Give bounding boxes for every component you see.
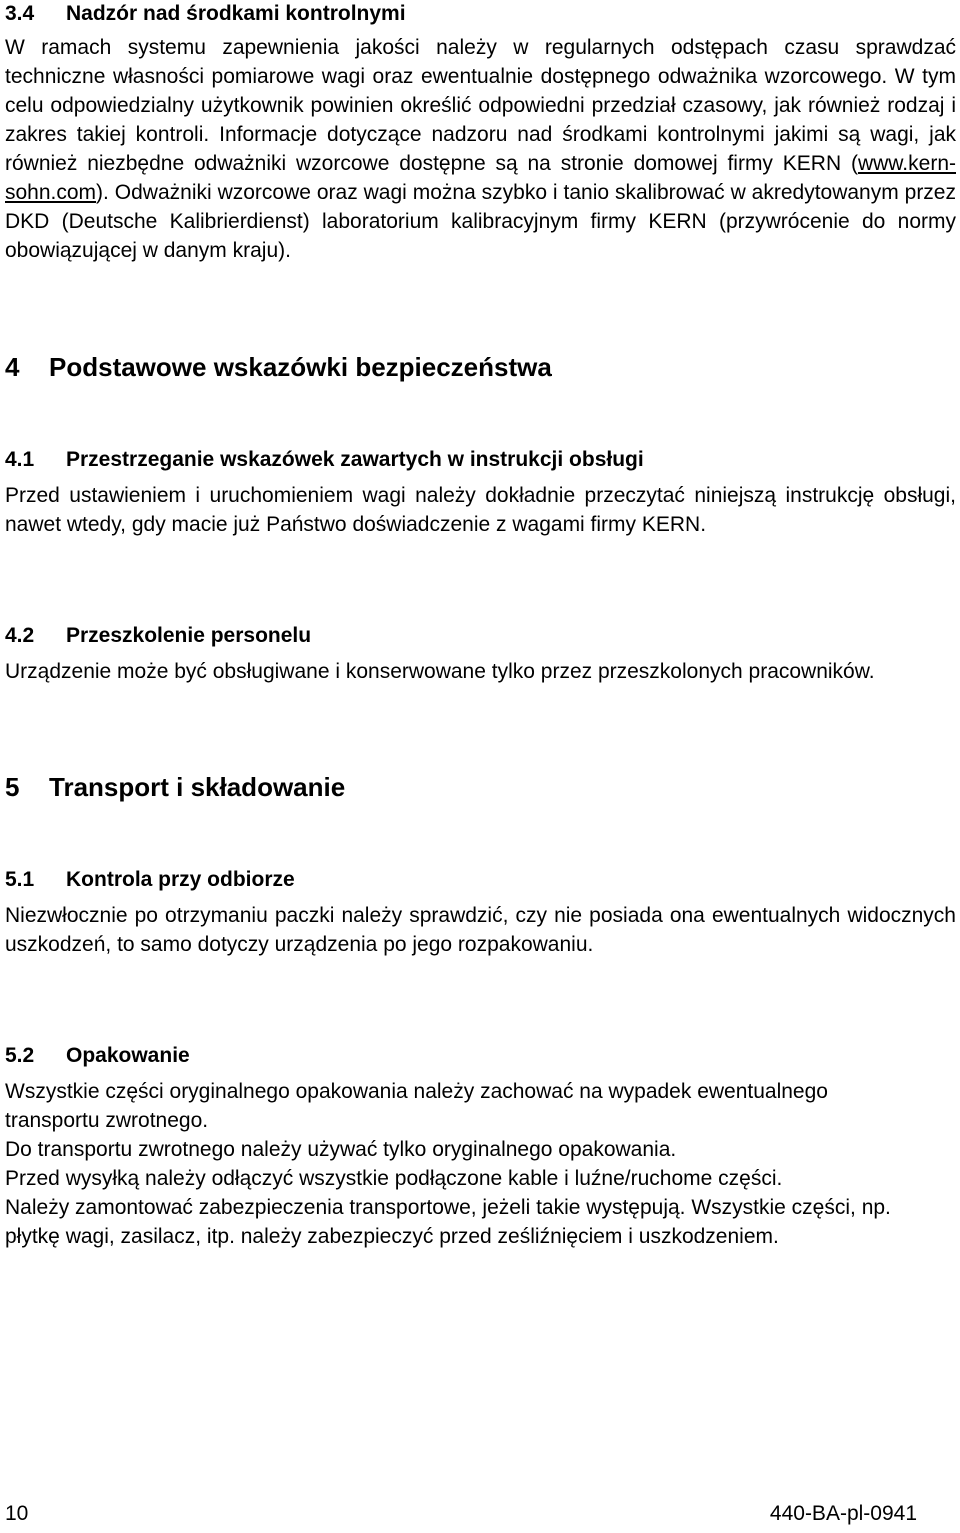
section-title: Przeszkolenie personelu (66, 624, 312, 647)
section-number: 4.2 (5, 624, 35, 647)
chapter-number: 5 (5, 772, 20, 802)
section-number: 3.4 (5, 2, 35, 25)
section-heading-5-1 (5, 866, 295, 894)
page-footer (5, 1500, 917, 1528)
section-number: 4.1 (5, 448, 35, 471)
section-number: 5.2 (5, 1044, 35, 1067)
section-heading-5-2 (5, 1042, 190, 1070)
section-number: 5.1 (5, 868, 35, 891)
page-number: 10 (5, 1502, 29, 1525)
section-3-4-paragraph (5, 33, 956, 265)
chapter-title: Podstawowe wskazówki bezpieczeństwa (49, 352, 552, 382)
section-heading-4-1 (5, 446, 644, 474)
section-title: Nadzór nad środkami kontrolnymi (66, 2, 406, 25)
section-4-1-paragraph: Przed ustawieniem i uruchomieniem wagi należy dokładnie przeczytać niniejszą instrukcję obsługi, nawet wtedy, gdy macie już Państwo doświadczenie z wagami firmy KERN. (5, 484, 956, 536)
section-5-2-body (5, 1077, 956, 1251)
packaging-line: Wszystkie części oryginalnego opakowania należy zachować na wypadek ewentualnego transportu zwrotnego. (5, 1080, 828, 1132)
document-code: 440-BA-pl-0941 (769, 1502, 917, 1525)
section-title: Przestrzeganie wskazówek zawartych w instrukcji obsługi (66, 448, 644, 471)
section-title: Opakowanie (66, 1044, 190, 1067)
chapter-number: 4 (5, 352, 20, 382)
packaging-line: Należy zamontować zabezpieczenia transportowe, jeżeli takie występują. Wszystkie części, np. płytkę wagi, zasilacz, itp. należy zabezpieczyć przed ześliźnięciem i uszkodzeniem. (5, 1196, 891, 1248)
section-4-2-paragraph: Urządzenie może być obsługiwane i konserwowane tylko przez przeszkolonych pracowników. (5, 660, 875, 683)
paragraph-text: W ramach systemu zapewnienia jakości należy w regularnych odstępach czasu sprawdzać techniczne własności pomiarowe wagi oraz ewentualnie dostępnego odważnika wzorcowego. W tym celu odpowiedzialny użytkownik powinien określić odpowiedni przedział czasowy, jak również rodzaj i zakres takiej kontroli. Informacje dotyczące nadzoru nad środkami kontrolnymi jakimi są wagi, jak również niezbędne odważniki wzorcowe dostępne są na stronie domowej firmy KERN ( (5, 36, 956, 175)
packaging-line: Przed wysyłką należy odłączyć wszystkie podłączone kable i luźne/ruchome części. (5, 1167, 783, 1190)
section-heading-4-2 (5, 622, 311, 650)
section-heading-3-4 (5, 0, 406, 28)
chapter-heading-4 (5, 351, 552, 383)
kern-website-link[interactable]: www.kern-sohn.com (5, 152, 956, 204)
section-5-1-paragraph: Niezwłocznie po otrzymaniu paczki należy sprawdzić, czy nie posiada ona ewentualnych widocznych uszkodzeń, to samo dotyczy urządzenia po jego rozpakowaniu. (5, 904, 956, 956)
packaging-line: Do transportu zwrotnego należy używać tylko oryginalnego opakowania. (5, 1138, 677, 1161)
chapter-title: Transport i składowanie (49, 772, 346, 802)
section-title: Kontrola przy odbiorze (66, 868, 295, 891)
paragraph-text: ). Odważniki wzorcowe oraz wagi można szybko i tanio skalibrować w akredytowanym przez DKD (Deutsche Kalibrierdienst) laboratorium kalibracyjnym firmy KERN (przywrócenie do normy obowiązującej w danym kraju). (5, 181, 956, 262)
chapter-heading-5 (5, 771, 345, 803)
